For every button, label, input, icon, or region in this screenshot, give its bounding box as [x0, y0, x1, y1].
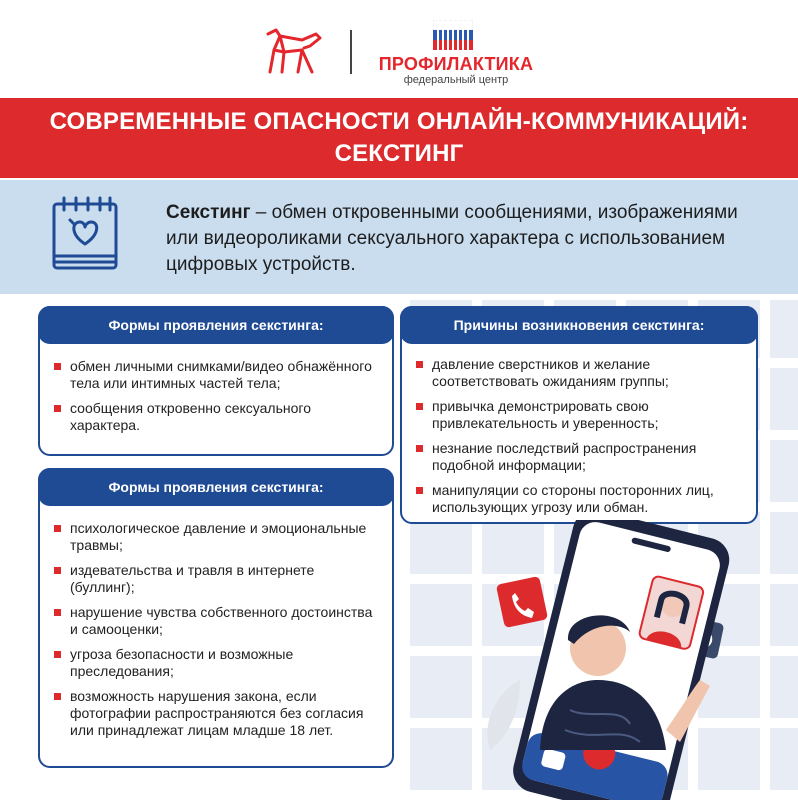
header-logos — [0, 18, 798, 84]
list-item: сообщения откровенно сексуального характера. — [54, 400, 382, 434]
logo-title: ПРОФИЛАКТИКА — [378, 54, 534, 74]
list-item: психологическое давление и эмоциональные травмы; — [54, 520, 382, 554]
phone-call-icon — [496, 576, 548, 628]
page-title-line2: СЕКСТИНГ — [334, 140, 464, 167]
logo-divider — [350, 30, 352, 74]
list-item: угроза безопасности и возможные преследования; — [54, 646, 382, 680]
card-consequences — [38, 468, 394, 768]
phone-video-call-illustration — [470, 520, 770, 800]
list-item: давление сверстников и желание соответствовать ожиданиям группы; — [416, 356, 746, 390]
list-item: обмен личными снимками/видео обнажённого тела или интимных частей тела; — [54, 358, 382, 392]
card-consequences-title: Формы проявления секстинга: — [38, 468, 394, 506]
list-item: привычка демонстрировать свою привлекательность и уверенность; — [416, 398, 746, 432]
page-title-line1: СОВРЕМЕННЫЕ ОПАСНОСТИ ОНЛАЙН-КОММУНИКАЦИЙ: — [49, 108, 749, 135]
definition-text — [166, 200, 766, 278]
card-forms-list — [54, 358, 382, 442]
list-item: возможность нарушения закона, если фотографии распространяются без согласия или принадлежат лицам младше 18 лет. — [54, 688, 382, 739]
list-item: манипуляции со стороны посторонних лиц, использующих угрозу или обман. — [416, 482, 746, 516]
flag-logo-icon — [433, 20, 473, 50]
card-forms — [38, 306, 394, 456]
card-forms-title: Формы проявления секстинга: — [38, 306, 394, 344]
list-item: издевательства и травля в интернете (буллинг); — [54, 562, 382, 596]
logo-subtitle: федеральный центр — [403, 74, 509, 86]
list-item: незнание последствий распространения подобной информации; — [416, 440, 746, 474]
page-title — [9, 106, 789, 170]
card-consequences-list — [54, 520, 382, 747]
horse-logo-icon — [262, 28, 326, 78]
definition-term: Секстинг — [166, 202, 251, 223]
list-item: нарушение чувства собственного достоинства и самооценки; — [54, 604, 382, 638]
definition-body: – обмен откровенными сообщениями, изображениями или видеороликами сексуального характера с использованием цифровых устройств. — [166, 202, 738, 275]
card-causes-title: Причины возникновения секстинга: — [400, 306, 758, 344]
calendar-heart-icon — [50, 194, 122, 274]
card-causes-list — [416, 356, 746, 524]
title-banner — [0, 98, 798, 178]
card-causes — [400, 306, 758, 524]
